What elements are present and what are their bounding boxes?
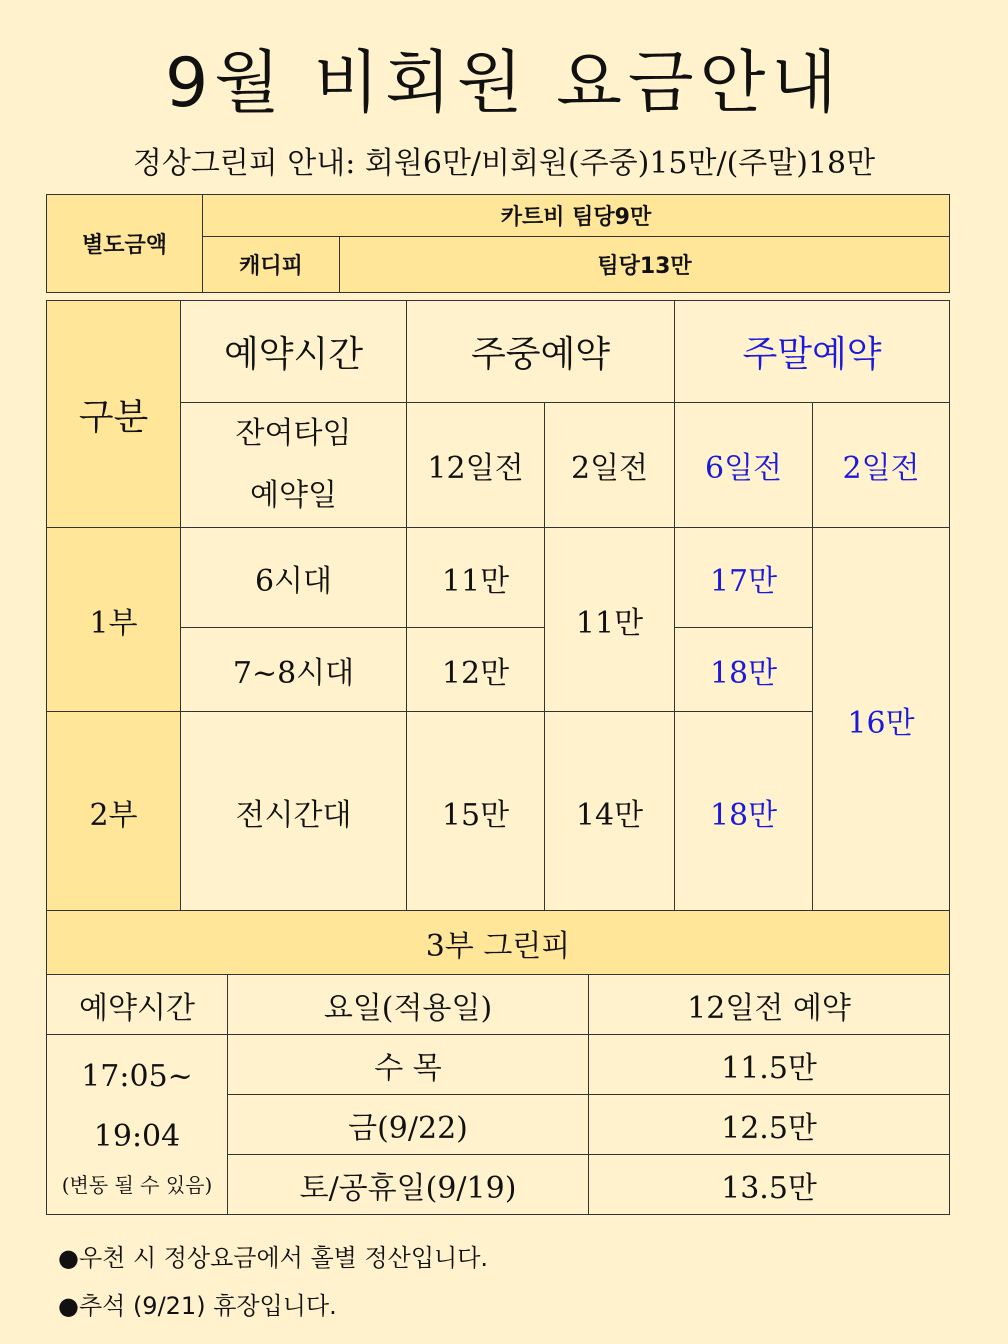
- booking-time-header: 예약시간: [181, 301, 407, 403]
- part-3-day-row: 수 목: [228, 1035, 589, 1095]
- part-3-day-header: 요일(적용일): [228, 975, 589, 1035]
- page-title: 9월 비회원 요금안내: [165, 44, 843, 123]
- remaining-line-2: 예약일: [250, 478, 337, 513]
- category-header: 구분: [47, 301, 181, 528]
- part-3-time-note: (변동 될 수 있음): [61, 1172, 213, 1197]
- part-1-label: 1부: [47, 528, 181, 712]
- extra-fee-table: [46, 194, 950, 293]
- note-rain: ●우천 시 정상요금에서 홀별 정산입니다.: [58, 1244, 489, 1272]
- part-3-price-row: 13.5만: [589, 1155, 950, 1215]
- caddie-fee-label: 캐디피: [203, 237, 340, 293]
- part-3-title: 3부 그린피: [47, 911, 950, 975]
- part-3-price-row: 11.5만: [589, 1035, 950, 1095]
- row-7-8am-weekday-12: 12만: [407, 628, 545, 712]
- row-6am-weekend-6: 17만: [675, 528, 813, 628]
- weekday-2days: 2일전: [545, 403, 675, 528]
- row-all-weekday-2: 14만: [545, 712, 675, 912]
- part-2-label: 2부: [47, 712, 181, 912]
- part-3-time-start: 17:05~: [81, 1058, 193, 1094]
- note-holiday: ●추석 (9/21) 휴장입니다.: [58, 1292, 337, 1320]
- weekend-header: 주말예약: [675, 301, 950, 403]
- part-3-day-row: 토/공휴일(9/19): [228, 1155, 589, 1215]
- extra-fee-label: 별도금액: [47, 195, 203, 293]
- caddie-fee-value: 팀당13만: [340, 237, 950, 293]
- row-7-8am-time: 7~8시대: [181, 628, 407, 712]
- part-1-weekday-2: 11만: [545, 528, 675, 712]
- row-7-8am-weekend-6: 18만: [675, 628, 813, 712]
- weekend-2days-value: 16만: [813, 528, 950, 912]
- weekday-header: 주중예약: [407, 301, 675, 403]
- row-6am-time: 6시대: [181, 528, 407, 628]
- row-all-weekend-6: 18만: [675, 712, 813, 912]
- weekend-6days: 6일전: [675, 403, 813, 528]
- part-3-price-row: 12.5만: [589, 1095, 950, 1155]
- row-all-time: 전시간대: [181, 712, 407, 912]
- cart-fee: 카트비 팀당9만: [203, 195, 950, 237]
- remaining-time-header: [181, 403, 407, 528]
- row-all-weekday-12: 15만: [407, 712, 545, 912]
- part-3-time-cell: [47, 1035, 228, 1215]
- weekend-2days: 2일전: [813, 403, 950, 528]
- remaining-line-1: 잔여타임: [235, 416, 352, 451]
- part-3-time-header: 예약시간: [47, 975, 228, 1035]
- part-3-time-end: 19:04: [93, 1118, 181, 1154]
- weekday-12days: 12일전: [407, 403, 545, 528]
- row-6am-weekday-12: 11만: [407, 528, 545, 628]
- part-3-day-row: 금(9/22): [228, 1095, 589, 1155]
- part-3-price-header: 12일전 예약: [589, 975, 950, 1035]
- green-fee-table: [46, 300, 950, 912]
- page-subtitle: 정상그린피 안내: 회원6만/비회원(주중)15만/(주말)18만: [132, 146, 876, 181]
- part-3-table: [46, 910, 950, 1215]
